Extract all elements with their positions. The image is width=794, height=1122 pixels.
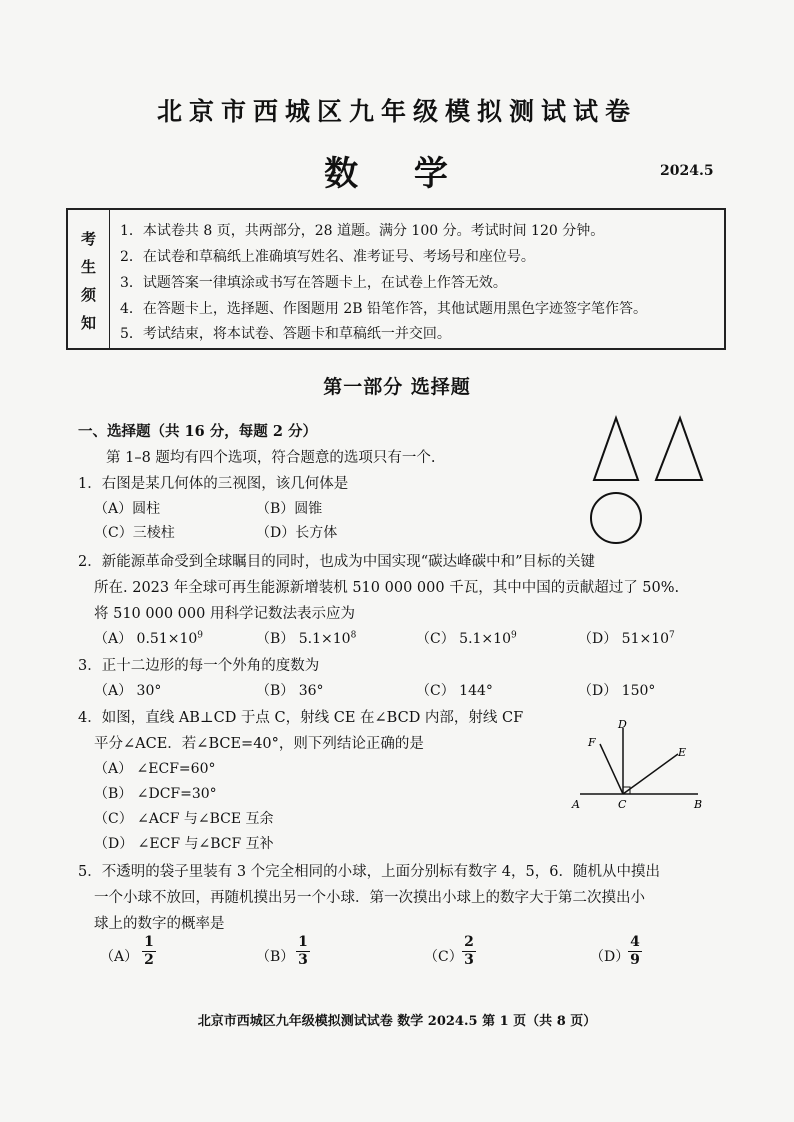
q4-option-a: （A） ∠ECF=60° xyxy=(94,761,216,777)
q4-line1: 4．如图，直线 AB⊥CD 于点 C，射线 CE 在∠BCD 内部，射线 CF xyxy=(78,710,524,726)
notice-line: 1．本试卷共 8 页，共两部分，28 道题。满分 100 分。考试时间 120 分钟。 xyxy=(120,223,605,239)
q5-option-b-fraction: $\frac{1}{3}$ xyxy=(296,934,310,969)
notice-side-char: 知 xyxy=(81,314,97,332)
label-a: A xyxy=(572,798,580,811)
label-d: D xyxy=(618,718,627,731)
notice-side-char: 生 xyxy=(81,258,97,276)
q5-option-c-fraction: $\frac{2}{3}$ xyxy=(462,934,476,969)
notice-side-char: 考 xyxy=(81,230,97,248)
subject-title: 数 学 xyxy=(324,154,470,194)
q5-option-d-label: （D） xyxy=(590,949,630,965)
label-e: E xyxy=(678,746,687,759)
angle-figure xyxy=(566,714,716,814)
candidate-notice-box xyxy=(66,208,726,350)
q3-stem: 3．正十二边形的每一个外角的度数为 xyxy=(78,658,320,674)
ray-ce xyxy=(623,754,678,794)
q4-option-d: （D） ∠ECF 与∠BCF 互补 xyxy=(94,836,274,852)
notice-line: 4．在答题卡上，选择题、作图题用 2B 铅笔作答，其他试题用黑色字迹签字笔作答。 xyxy=(120,301,648,317)
q2-line1: 2．新能源革命受到全球瞩目的同时，也成为中国实现“碳达峰碳中和”目标的关键 xyxy=(78,554,596,570)
q3-option-d: （D） 150° xyxy=(578,683,656,699)
notice-side-label xyxy=(68,210,110,348)
q2-option-a: （A） $0.51\times 10^9$ xyxy=(94,630,204,647)
q4-option-b: （B） ∠DCF=30° xyxy=(94,786,217,802)
q1-option-a: （A）圆柱 xyxy=(94,501,161,517)
q1-option-c: （C）三棱柱 xyxy=(94,525,175,541)
q5-line3: 球上的数字的概率是 xyxy=(94,916,225,932)
exam-title: 北京市西城区九年级模拟测试试卷 xyxy=(156,97,637,126)
q5-option-a-label: （A） xyxy=(100,949,139,965)
ray-cf xyxy=(600,744,623,794)
q4-line2: 平分∠ACE．若∠BCE=40°，则下列结论正确的是 xyxy=(94,736,424,752)
q4-option-c: （C） ∠ACF 与∠BCE 互余 xyxy=(94,811,274,827)
q3-option-c: （C） 144° xyxy=(416,683,493,699)
label-c: C xyxy=(618,798,627,811)
q2-option-c: （C） $5.1\times 10^9$ xyxy=(416,630,517,647)
q1-option-b: （B）圆锥 xyxy=(256,501,323,517)
q3-option-a: （A） 30° xyxy=(94,683,162,699)
q2-option-b: （B） $5.1\times 10^8$ xyxy=(256,630,357,647)
three-view-figure xyxy=(584,412,724,548)
exam-date: 2024.5 xyxy=(660,163,714,179)
section-heading: 一、选择题（共 16 分，每题 2 分） xyxy=(78,423,317,440)
q5-option-d-fraction: $\frac{4}{9}$ xyxy=(628,934,642,969)
q5-line2: 一个小球不放回，再随机摸出另一个小球．第一次摸出小球上的数字大于第二次摸出小 xyxy=(94,890,645,906)
label-b: B xyxy=(694,798,703,811)
notice-side-char: 须 xyxy=(81,286,97,304)
q5-option-c-label: （C） xyxy=(424,949,463,965)
q5-line1: 5．不透明的袋子里装有 3 个完全相同的小球，上面分别标有数字 4，5，6．随机从中摸出 xyxy=(78,864,660,880)
q2-line2: 所在. 2023 年全球可再生能源新增装机 510 000 000 千瓦，其中中国的贡献超过了 50%. xyxy=(94,580,680,596)
q1-stem: 1．右图是某几何体的三视图，该几何体是 xyxy=(78,476,349,492)
top-view-circle xyxy=(591,493,641,543)
q3-option-b: （B） 36° xyxy=(256,683,324,699)
side-view-triangle xyxy=(656,418,702,480)
q5-option-b-label: （B） xyxy=(256,949,295,965)
q1-option-d: （D）长方体 xyxy=(256,525,338,541)
label-f: F xyxy=(588,736,596,749)
page-footer: 北京市西城区九年级模拟测试试卷 数学 2024.5 第 1 页（共 8 页） xyxy=(197,1014,597,1029)
q2-option-d: （D） $51\times 10^7$ xyxy=(578,630,675,647)
notice-line: 3．试题答案一律填涂或书写在答题卡上，在试卷上作答无效。 xyxy=(120,275,507,291)
section-title: 第一部分 选择题 xyxy=(323,376,471,398)
q2-line3: 将 510 000 000 用科学记数法表示应为 xyxy=(94,606,355,622)
notice-line: 2．在试卷和草稿纸上准确填写姓名、准考证号、考场号和座位号。 xyxy=(120,249,535,265)
section-instruction: 第 1–8 题均有四个选项，符合题意的选项只有一个. xyxy=(106,450,436,466)
front-view-triangle xyxy=(594,418,638,480)
notice-line: 5．考试结束，将本试卷、答题卡和草稿纸一并交回。 xyxy=(120,326,451,342)
q5-option-a-fraction: $\frac{1}{2}$ xyxy=(142,934,156,969)
